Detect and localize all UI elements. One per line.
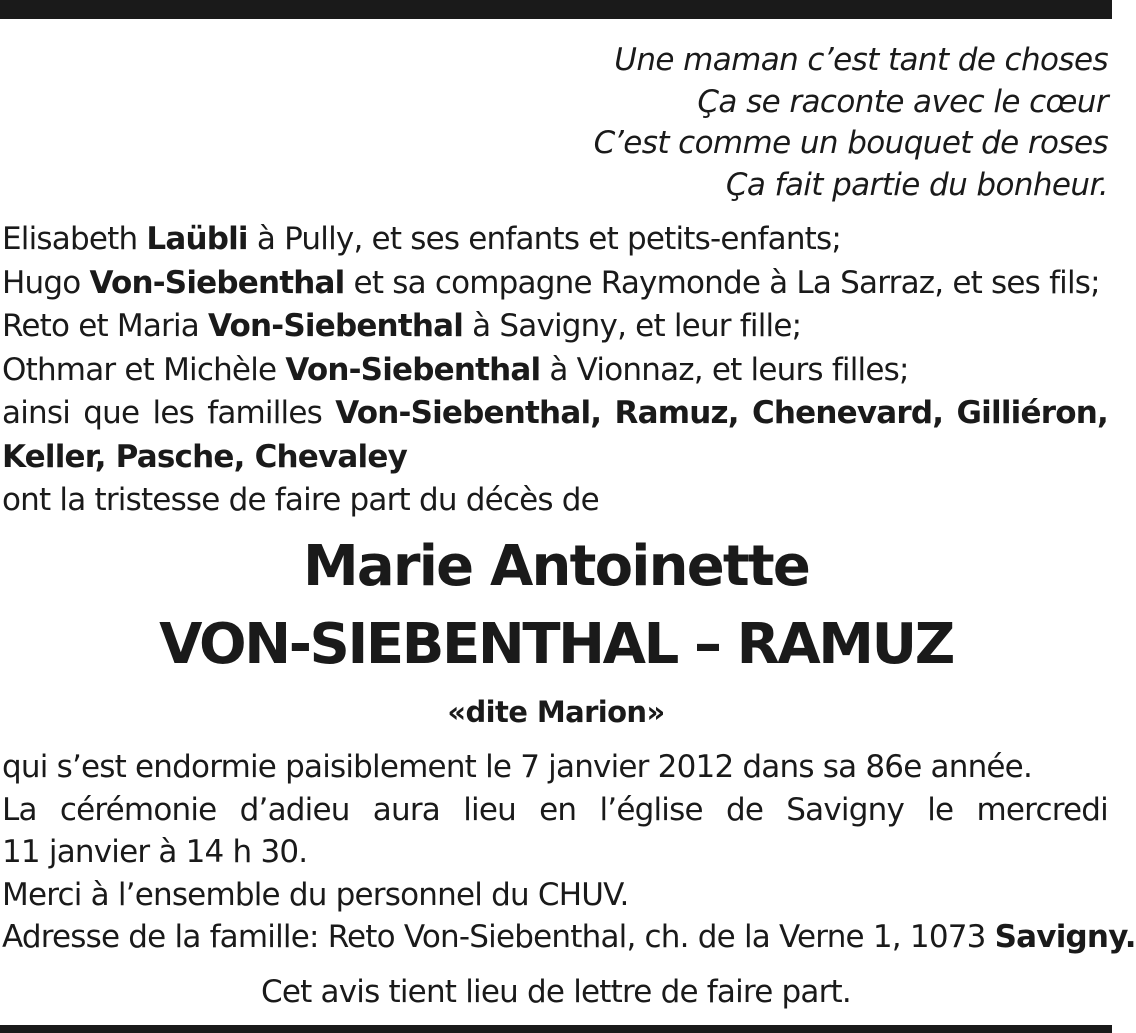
- word: l’église: [599, 791, 703, 828]
- poem-line: Ça se raconte avec le cœur: [697, 83, 1108, 120]
- family-surname: Chenevard,: [751, 395, 944, 431]
- word: que: [83, 395, 140, 431]
- deceased-first-names: Marie Antoinette: [302, 534, 810, 599]
- word: aura: [372, 791, 440, 828]
- ceremony-details: [2, 746, 1136, 959]
- word: Savigny: [786, 791, 905, 828]
- word: le: [927, 791, 954, 828]
- word: en: [539, 791, 577, 828]
- family-surname: Von-Siebenthal: [208, 308, 464, 344]
- bottom-rule: [0, 1025, 1112, 1033]
- word: les: [152, 395, 194, 431]
- announcement-line: ont la tristesse de faire part du décès de: [2, 482, 599, 518]
- word: familles: [207, 395, 322, 431]
- poem-line: C’est comme un bouquet de roses: [593, 125, 1108, 161]
- families-line-continued: Keller, Pasche, Chevaley: [2, 438, 408, 475]
- word: La: [2, 791, 37, 828]
- deceased-nickname: «dite Marion»: [447, 695, 665, 729]
- thanks-line: Merci à l’ensemble du personnel du CHUV.: [2, 876, 629, 913]
- closing-note: Cet avis tient lieu de lettre de faire part.: [261, 974, 851, 1010]
- word: cérémonie: [59, 791, 217, 828]
- families-line: [2, 392, 1108, 436]
- word: de: [725, 791, 764, 828]
- family-line: Reto et Maria Von-Siebenthal à Savigny, et leur fille;: [2, 308, 802, 344]
- ceremony-line: [2, 789, 1108, 832]
- poem-line: Une maman c’est tant de choses: [614, 42, 1108, 78]
- address-city: Savigny.: [994, 919, 1136, 955]
- word: ainsi: [2, 395, 71, 431]
- family-line: Othmar et Michèle Von-Siebenthal à Vionnaz, et leurs filles;: [2, 351, 909, 388]
- ceremony-time: 11 janvier à 14 h 30.: [2, 834, 308, 870]
- poem-line: Ça fait partie du bonheur.: [725, 166, 1108, 203]
- family-line: Hugo Von-Siebenthal et sa compagne Raymonde à La Sarraz, et ses fils;: [2, 264, 1100, 301]
- family-surname: Von-Siebenthal,: [335, 395, 602, 431]
- family-surname: Gilliéron,: [956, 395, 1108, 431]
- family-surname: Ramuz,: [614, 395, 739, 431]
- address-line: Adresse de la famille: Reto Von-Siebenthal, ch. de la Verne 1, 1073 Savigny.: [2, 919, 1136, 955]
- family-surname: Von-Siebenthal: [89, 264, 345, 301]
- family-line: Elisabeth Laübli à Pully, et ses enfants et petits-enfants;: [2, 221, 842, 257]
- poem: [594, 40, 1108, 206]
- top-rule: [0, 0, 1112, 19]
- family-announcement: [2, 218, 1108, 523]
- word: lieu: [463, 791, 516, 828]
- deceased-surnames: VON-SIEBENTHAL – RAMUZ: [159, 612, 953, 677]
- death-line: qui s’est endormie paisiblement le 7 janvier 2012 dans sa 86e année.: [2, 749, 1033, 785]
- word: mercredi: [976, 791, 1108, 828]
- family-surname: Laübli: [146, 221, 248, 257]
- word: d’adieu: [239, 791, 350, 828]
- family-surname: Von-Siebenthal: [285, 351, 541, 388]
